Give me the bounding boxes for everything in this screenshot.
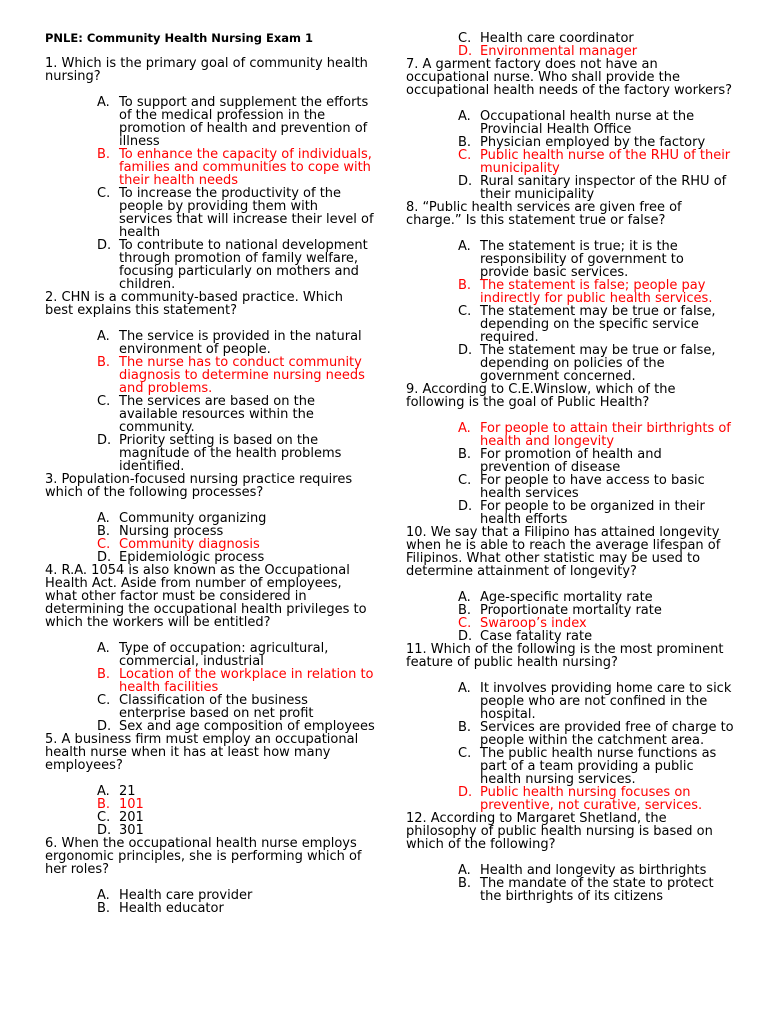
document-title: PNLE: Community Health Nursing Exam 1	[45, 31, 313, 45]
answer-option	[97, 434, 375, 473]
option-list	[406, 422, 736, 526]
answer-option	[458, 682, 736, 721]
question-block	[406, 383, 736, 526]
answer-option-correct	[458, 45, 736, 58]
option-text: Health care provider	[119, 888, 253, 903]
option-letter: C.	[458, 746, 472, 761]
option-text: Community diagnosis	[119, 537, 260, 552]
answer-option	[97, 96, 375, 148]
question-text: 9. According to C.E.Winslow, which of the following is the goal of Public Health?	[406, 382, 676, 410]
answer-option	[97, 902, 375, 915]
option-text: Age-specific mortality rate	[480, 590, 653, 605]
answer-option	[458, 448, 736, 474]
answer-option-correct	[97, 148, 375, 187]
question-text: 4. R.A. 1054 is also known as the Occupational Health Act. Aside from number of employees, what other factor must be considered in determining the occupational health privileges to which the workers will be entitled?	[45, 563, 367, 630]
option-list	[45, 330, 375, 473]
option-letter: A.	[97, 95, 110, 110]
option-letter: D.	[97, 238, 112, 253]
option-text: The service is provided in the natural environment of people.	[119, 329, 362, 357]
option-letter: D.	[97, 719, 112, 734]
option-text: Classification of the business enterprise based on net profit	[119, 693, 314, 721]
option-letter: B.	[458, 278, 472, 293]
option-letter: A.	[458, 863, 471, 878]
option-text: Case fatality rate	[480, 629, 593, 644]
option-text: The mandate of the state to protect the birthrights of its citizens	[480, 876, 714, 904]
answer-option	[458, 630, 736, 643]
question-text: 6. When the occupational health nurse employs ergonomic principles, she is performing which of her roles?	[45, 836, 362, 877]
question-text: 1. Which is the primary goal of community health nursing?	[45, 56, 368, 84]
option-list	[45, 889, 375, 915]
option-text: Community organizing	[119, 511, 267, 526]
question-block	[406, 812, 736, 903]
option-text: It involves providing home care to sick people who are not confined in the hospital.	[480, 681, 732, 722]
option-text: Epidemiologic process	[119, 550, 265, 565]
option-list	[406, 591, 736, 643]
option-text: The statement may be true or false, depending on the specific service required.	[480, 304, 716, 345]
answer-option	[97, 694, 375, 720]
answer-option	[458, 721, 736, 747]
option-letter: A.	[458, 590, 471, 605]
left-question-list	[45, 57, 375, 915]
option-letter: A.	[458, 109, 471, 124]
answer-option	[458, 175, 736, 201]
option-list	[45, 785, 375, 837]
option-letter: D.	[97, 823, 112, 838]
option-letter: A.	[458, 681, 471, 696]
option-letter: C.	[97, 537, 111, 552]
option-letter: B.	[458, 876, 472, 891]
question-text: 2. CHN is a community-based practice. Which best explains this statement?	[45, 290, 343, 318]
option-letter: B.	[458, 135, 472, 150]
option-text: The nurse has to conduct community diagnosis to determine nursing needs and problems.	[119, 355, 365, 396]
option-letter: C.	[97, 693, 111, 708]
option-list	[45, 512, 375, 564]
right-question-list	[406, 58, 736, 903]
continued-option-list	[406, 32, 736, 58]
option-text: 201	[119, 810, 144, 825]
option-letter: D.	[458, 499, 473, 514]
option-text: Rural sanitary inspector of the RHU of their municipality	[480, 174, 727, 202]
right-column	[406, 32, 736, 903]
option-text: For people to attain their birthrights of health and longevity	[480, 421, 731, 449]
question-block	[406, 201, 736, 383]
option-letter: D.	[458, 629, 473, 644]
option-letter: D.	[458, 174, 473, 189]
option-letter: C.	[458, 616, 472, 631]
question-block	[45, 733, 375, 837]
option-text: Type of occupation: agricultural, commercial, industrial	[119, 641, 329, 669]
answer-option	[97, 642, 375, 668]
question-text: 8. “Public health services are given free of charge.” Is this statement true or false?	[406, 200, 682, 228]
question-text: 7. A garment factory does not have an occupational nurse. Who shall provide the occupational health needs of the factory workers?	[406, 57, 733, 98]
answer-option	[458, 877, 736, 903]
option-text: Health and longevity as birthrights	[480, 863, 707, 878]
option-text: Occupational health nurse at the Provincial Health Office	[480, 109, 695, 137]
option-text: Physician employed by the factory	[480, 135, 706, 150]
question-block	[406, 58, 736, 201]
option-text: 301	[119, 823, 144, 838]
question-block	[406, 526, 736, 643]
option-text: Public health nursing focuses on preventive, not curative, services.	[480, 785, 703, 813]
answer-option-correct	[97, 356, 375, 395]
option-text: Proportionate mortality rate	[480, 603, 662, 618]
option-list	[45, 642, 375, 733]
option-text: The services are based on the available resources within the community.	[119, 394, 315, 435]
left-column	[45, 32, 375, 915]
option-letter: A.	[97, 888, 110, 903]
answer-option	[97, 330, 375, 356]
option-text: Swaroop’s index	[480, 616, 587, 631]
option-text: Location of the workplace in relation to health facilities	[119, 667, 374, 695]
option-text: Services are provided free of charge to people within the catchment area.	[480, 720, 734, 748]
answer-option	[97, 187, 375, 239]
option-letter: C.	[458, 473, 472, 488]
answer-option	[458, 110, 736, 136]
option-letter: C.	[458, 148, 472, 163]
answer-option	[458, 500, 736, 526]
answer-option-correct	[458, 786, 736, 812]
question-block	[45, 473, 375, 564]
question-text: 10. We say that a Filipino has attained longevity when he is able to reach the average lifespan of Filipinos. What other statistic may be used to determine attainment of longevity?	[406, 525, 721, 579]
option-text: 101	[119, 797, 144, 812]
option-letter: B.	[458, 603, 472, 618]
option-text: To contribute to national development through promotion of family welfare, focusing particularly on mothers and children.	[119, 238, 368, 292]
question-block	[45, 837, 375, 915]
option-letter: D.	[458, 785, 473, 800]
question-text: 3. Population-focused nursing practice requires which of the following processes?	[45, 472, 353, 500]
option-letter: D.	[458, 44, 473, 59]
option-letter: C.	[97, 810, 111, 825]
option-letter: C.	[458, 304, 472, 319]
option-letter: D.	[97, 433, 112, 448]
question-block	[45, 291, 375, 473]
option-letter: B.	[458, 720, 472, 735]
option-letter: B.	[97, 901, 111, 916]
answer-option	[458, 747, 736, 786]
option-text: 21	[119, 784, 136, 799]
option-text: Health care coordinator	[480, 31, 634, 46]
option-letter: B.	[97, 147, 111, 162]
option-letter: D.	[97, 550, 112, 565]
answer-option	[97, 720, 375, 733]
option-list	[406, 682, 736, 812]
question-text: 5. A business firm must employ an occupational health nurse when it has at least how many employees?	[45, 732, 359, 773]
option-letter: B.	[97, 667, 111, 682]
answer-option	[458, 344, 736, 383]
option-text: Public health nurse of the RHU of their municipality	[480, 148, 731, 176]
answer-option	[97, 551, 375, 564]
option-text: Health educator	[119, 901, 224, 916]
answer-option-correct	[97, 668, 375, 694]
option-letter: A.	[97, 641, 110, 656]
option-letter: B.	[97, 524, 111, 539]
option-text: The statement is false; people pay indirectly for public health services.	[480, 278, 713, 306]
question-text: 11. Which of the following is the most prominent feature of public health nursing?	[406, 642, 724, 670]
option-letter: C.	[97, 186, 111, 201]
answer-option	[97, 824, 375, 837]
option-letter: B.	[97, 797, 111, 812]
answer-option	[97, 395, 375, 434]
option-letter: C.	[458, 31, 472, 46]
option-text: For people to have access to basic health services	[480, 473, 705, 501]
option-list	[406, 110, 736, 201]
option-list	[45, 96, 375, 291]
question-block	[45, 57, 375, 291]
option-letter: B.	[97, 355, 111, 370]
option-letter: A.	[458, 239, 471, 254]
answer-option-correct	[458, 279, 736, 305]
question-block	[45, 564, 375, 733]
option-list	[406, 240, 736, 383]
option-text: Priority setting is based on the magnitude of the health problems identified.	[119, 433, 342, 474]
option-text: Nursing process	[119, 524, 224, 539]
option-letter: A.	[97, 329, 110, 344]
answer-option	[458, 305, 736, 344]
option-text: The public health nurse functions as part of a team providing a public health nursing services.	[480, 746, 717, 787]
option-letter: B.	[458, 447, 472, 462]
option-text: For people to be organized in their health efforts	[480, 499, 705, 527]
option-letter: A.	[458, 421, 471, 436]
option-text: The statement may be true or false, depending on policies of the government concerned.	[480, 343, 716, 384]
option-text: To increase the productivity of the people by providing them with services that will increase their level of health	[119, 186, 374, 240]
option-text: For promotion of health and prevention of disease	[480, 447, 662, 475]
answer-option	[458, 240, 736, 279]
option-text: To enhance the capacity of individuals, families and communities to cope with their health needs	[119, 147, 372, 188]
option-letter: A.	[97, 511, 110, 526]
option-letter: A.	[97, 784, 110, 799]
option-text: The statement is true; it is the responsibility of government to provide basic services.	[480, 239, 684, 280]
option-text: Sex and age composition of employees	[119, 719, 375, 734]
question-block	[406, 643, 736, 812]
option-text: To support and supplement the efforts of the medical profession in the promotion of health and prevention of illness	[119, 95, 369, 149]
option-text: Environmental manager	[480, 44, 638, 59]
option-list	[406, 864, 736, 903]
option-letter: D.	[458, 343, 473, 358]
answer-option	[458, 474, 736, 500]
option-letter: C.	[97, 394, 111, 409]
answer-option-correct	[458, 422, 736, 448]
answer-option	[97, 239, 375, 291]
answer-option-correct	[458, 149, 736, 175]
question-text: 12. According to Margaret Shetland, the philosophy of public health nursing is based on which of the following?	[406, 811, 713, 852]
